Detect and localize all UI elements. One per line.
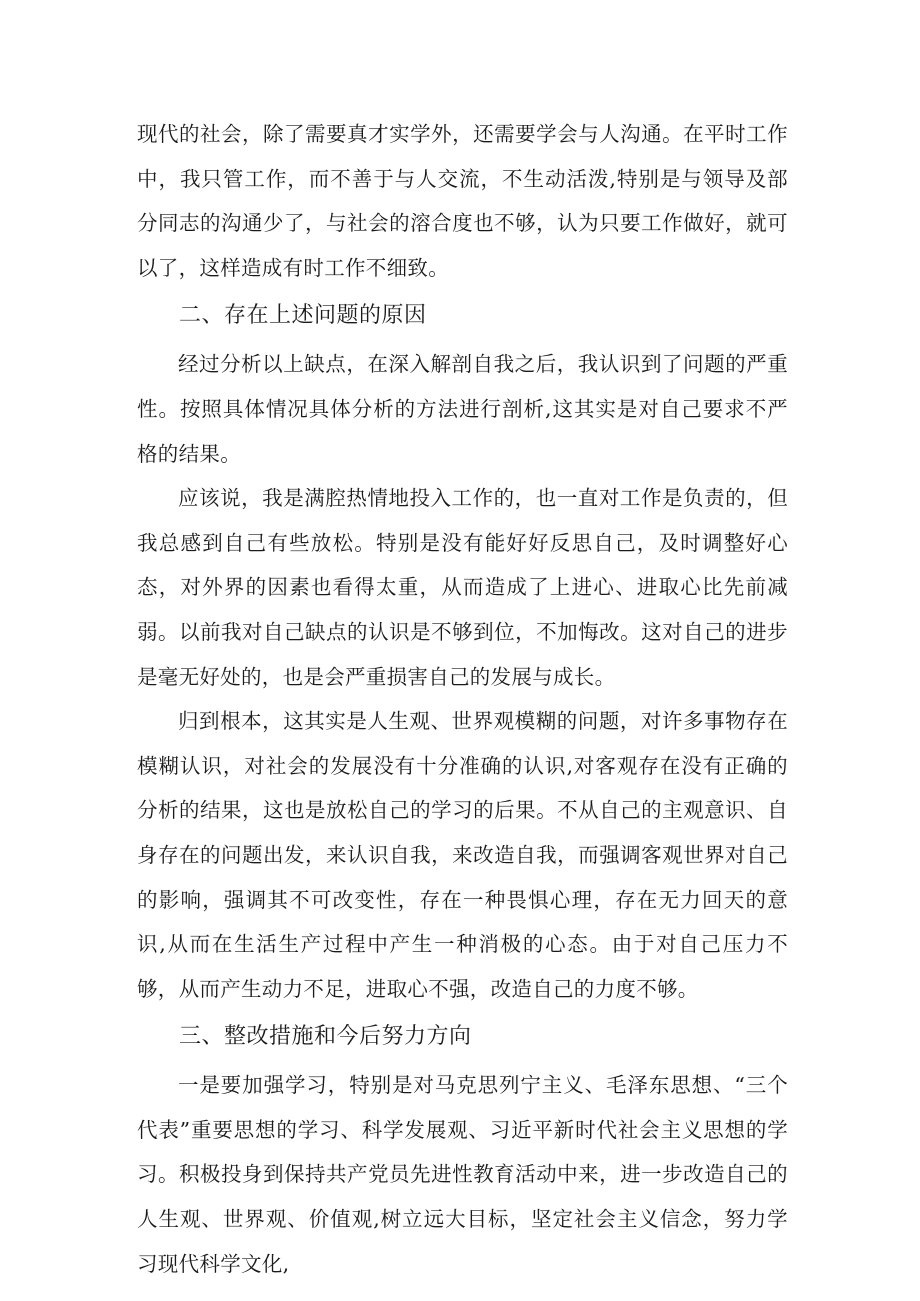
paragraph-analysis: 经过分析以上缺点，在深入解剖自我之后，我认识到了问题的严重性。按照具体情况具体分析的方法进行剖析,这其实是对自己要求不严格的结果。	[137, 352, 788, 466]
paragraph-strengthen-study: 一是要加强学习，特别是对马克思列宁主义、毛泽东思想、“三个代表”重要思想的学习、科学发展观、习近平新时代社会主义思想的学习。积极投身到保持共产党员先进性教育活动中来，进一步改造自己的人生观、世界观、价值观,树立远大目标，坚定社会主义信念，努力学习现代科学文化,	[137, 1073, 788, 1276]
paragraph-root-cause: 归到根本，这其实是人生观、世界观模糊的问题，对许多事物存在模糊认识，对社会的发展没有十分准确的认识,对客观存在没有正确的分析的结果，这也是放松自己的学习的后果。不从自己的主观意识、自身存在的问题出发，来认识自我，来改造自我，而强调客观世界对自己的影响，强调其不可改变性，存在一种畏惧心理，存在无力回天的意识,从而在生活生产过程中产生一种消极的心态。由于对自己压力不够，从而产生动力不足，进取心不强，改造自己的力度不够。	[137, 709, 788, 1001]
section-heading-causes: 二、存在上述问题的原因	[179, 303, 427, 329]
paragraph-continued: 现代的社会，除了需要真才实学外，还需要学会与人沟通。在平时工作中，我只管工作，而不善于与人交流，不生动活泼,特别是与领导及部分同志的沟通少了，与社会的溶合度也不够，认为只要工作做好，就可以了，这样造成有时工作不细致。	[137, 122, 788, 280]
section-heading-measures: 三、整改措施和今后努力方向	[179, 1024, 472, 1050]
paragraph-self-relaxation: 应该说，我是满腔热情地投入工作的，也一直对工作是负责的，但我总感到自己有些放松。特别是没有能好好反思自己，及时调整好心态，对外界的因素也看得太重，从而造成了上进心、进取心比先前减弱。以前我对自己缺点的认识是不够到位，不加悔改。这对自己的进步是毫无好处的，也是会严重损害自己的发展与成长。	[137, 486, 788, 689]
document-body	[137, 112, 788, 1286]
